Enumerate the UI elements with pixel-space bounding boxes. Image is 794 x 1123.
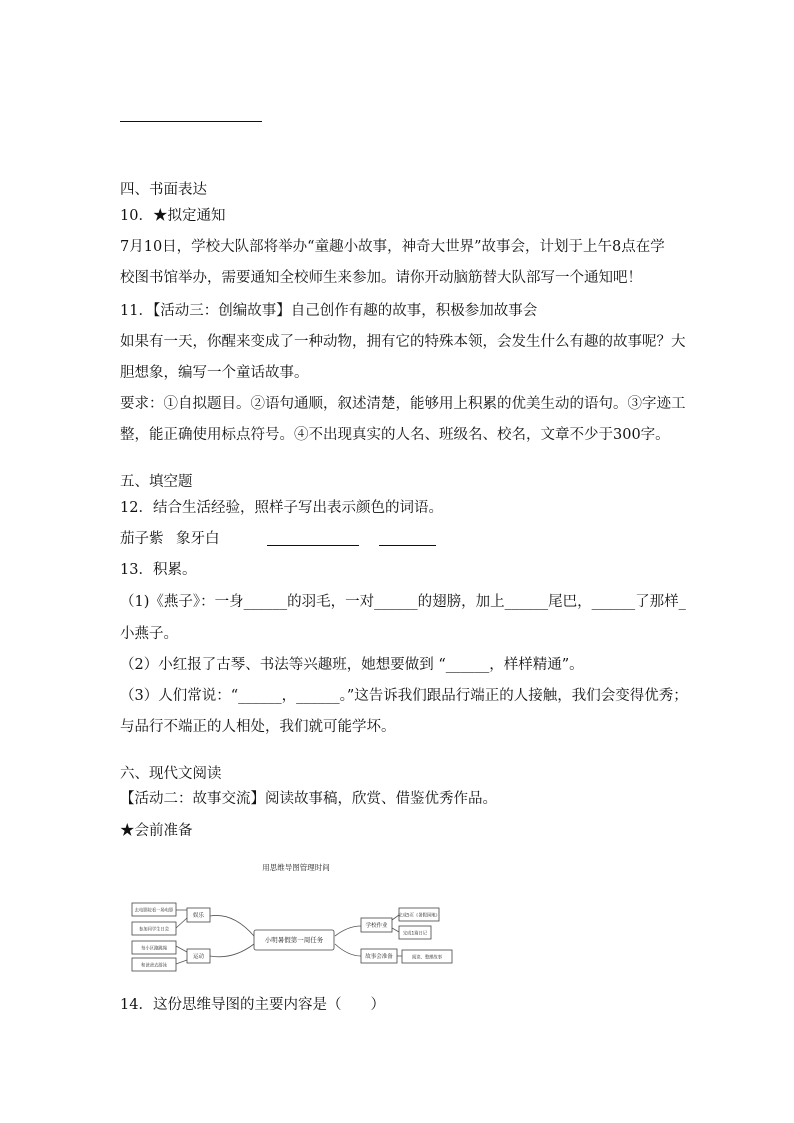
- mind-map-figure: [118, 852, 488, 982]
- mind-map-leaf-label: 每小区跑跳绳: [141, 946, 167, 952]
- q13-item1-line1: （1)《燕子》：一身______的羽毛，一对______的翅膀，加上______尾巴，______了那样_: [120, 594, 686, 610]
- mind-map-branch-label: 学校作业: [365, 923, 388, 929]
- mind-map-branch-label: 故事会准备: [365, 954, 393, 960]
- mind-map-branch-label: 娱乐: [192, 913, 205, 919]
- section4-heading: 四、书面表达: [120, 182, 207, 198]
- mind-map-leaf-label: 完成1篇日记: [402, 931, 428, 937]
- q11-line1: 如果有一天，你醒来变成了一种动物，拥有它的特殊本领，会发生什么有趣的故事呢？大: [120, 334, 686, 350]
- q13-item2: （2）小红报了古琴、书法等兴趣班，她想要做到 “______，样样精通”。: [120, 657, 584, 673]
- q11-line4: 整，能正确使用标点符号。④不出现真实的人名、班级名、校名，文章不少于300字。: [120, 427, 670, 443]
- mind-map-center-label: 小明暑假第一周任务: [264, 936, 324, 944]
- q10-line2: 校图书馆举办，需要通知全校师生来参加。请你开动脑筋替大队部写一个通知吧！: [120, 270, 642, 286]
- mind-map-leaf-label: 阅读、整理故事: [411, 955, 443, 961]
- q12-example2: 象牙白: [176, 531, 220, 547]
- q13-item1-line2: 小燕子。: [120, 626, 178, 642]
- mind-map-leaf-label: 参加同学生日会: [138, 927, 170, 933]
- mind-map-leaf-label: 去电影院看一场电影: [134, 908, 174, 914]
- answer-line-top: [120, 121, 262, 122]
- q11-title: 11．【活动三：创编故事】自己创作有趣的故事，积极参加故事会: [120, 303, 538, 319]
- mind-map-leaf-label: 和爸爸去游泳: [141, 963, 167, 969]
- mind-map-branch-label: 运动: [192, 954, 205, 960]
- q13-item3-line2: 与品行不端正的人相处，我们就可能学坏。: [120, 719, 396, 735]
- q13-title: 13．积累。: [120, 562, 197, 578]
- section5-heading: 五、填空题: [120, 474, 193, 490]
- mind-map-leaf-label: 完成5页《暑假园地》: [398, 913, 440, 919]
- q10-line1: 7月10日，学校大队部将举办“童趣小故事，神奇大世界”故事会，计划于上午8点在学: [120, 239, 665, 255]
- section6-heading: 六、现代文阅读: [120, 766, 222, 782]
- q13-item3-line1: （3）人们常说：“______，______。”这告诉我们跟品行端正的人接触，我们会变得优秀；: [120, 688, 688, 704]
- q12-example1: 茄子紫: [120, 531, 164, 547]
- mind-map-title: 用思维导图管理时间: [262, 863, 330, 872]
- activity-line: 【活动二：故事交流】阅读故事稿，欣赏、借鉴优秀作品。: [120, 791, 497, 807]
- q11-line2: 胆想象，编写一个童话故事。: [120, 365, 309, 381]
- q12-answer-line-1[interactable]: [267, 545, 359, 546]
- q10-title: 10．★拟定通知: [120, 208, 226, 224]
- q12-answer-line-2[interactable]: [379, 545, 436, 546]
- q11-line3: 要求：①自拟题目。②语句通顺，叙述清楚，能够用上积累的优美生动的语句。③字迹工: [120, 396, 686, 412]
- q12-title: 12．结合生活经验，照样子写出表示颜色的词语。: [120, 500, 443, 516]
- q14-line: 14．这份思维导图的主要内容是（ ）: [120, 997, 385, 1013]
- prep-line: ★会前准备: [120, 823, 193, 839]
